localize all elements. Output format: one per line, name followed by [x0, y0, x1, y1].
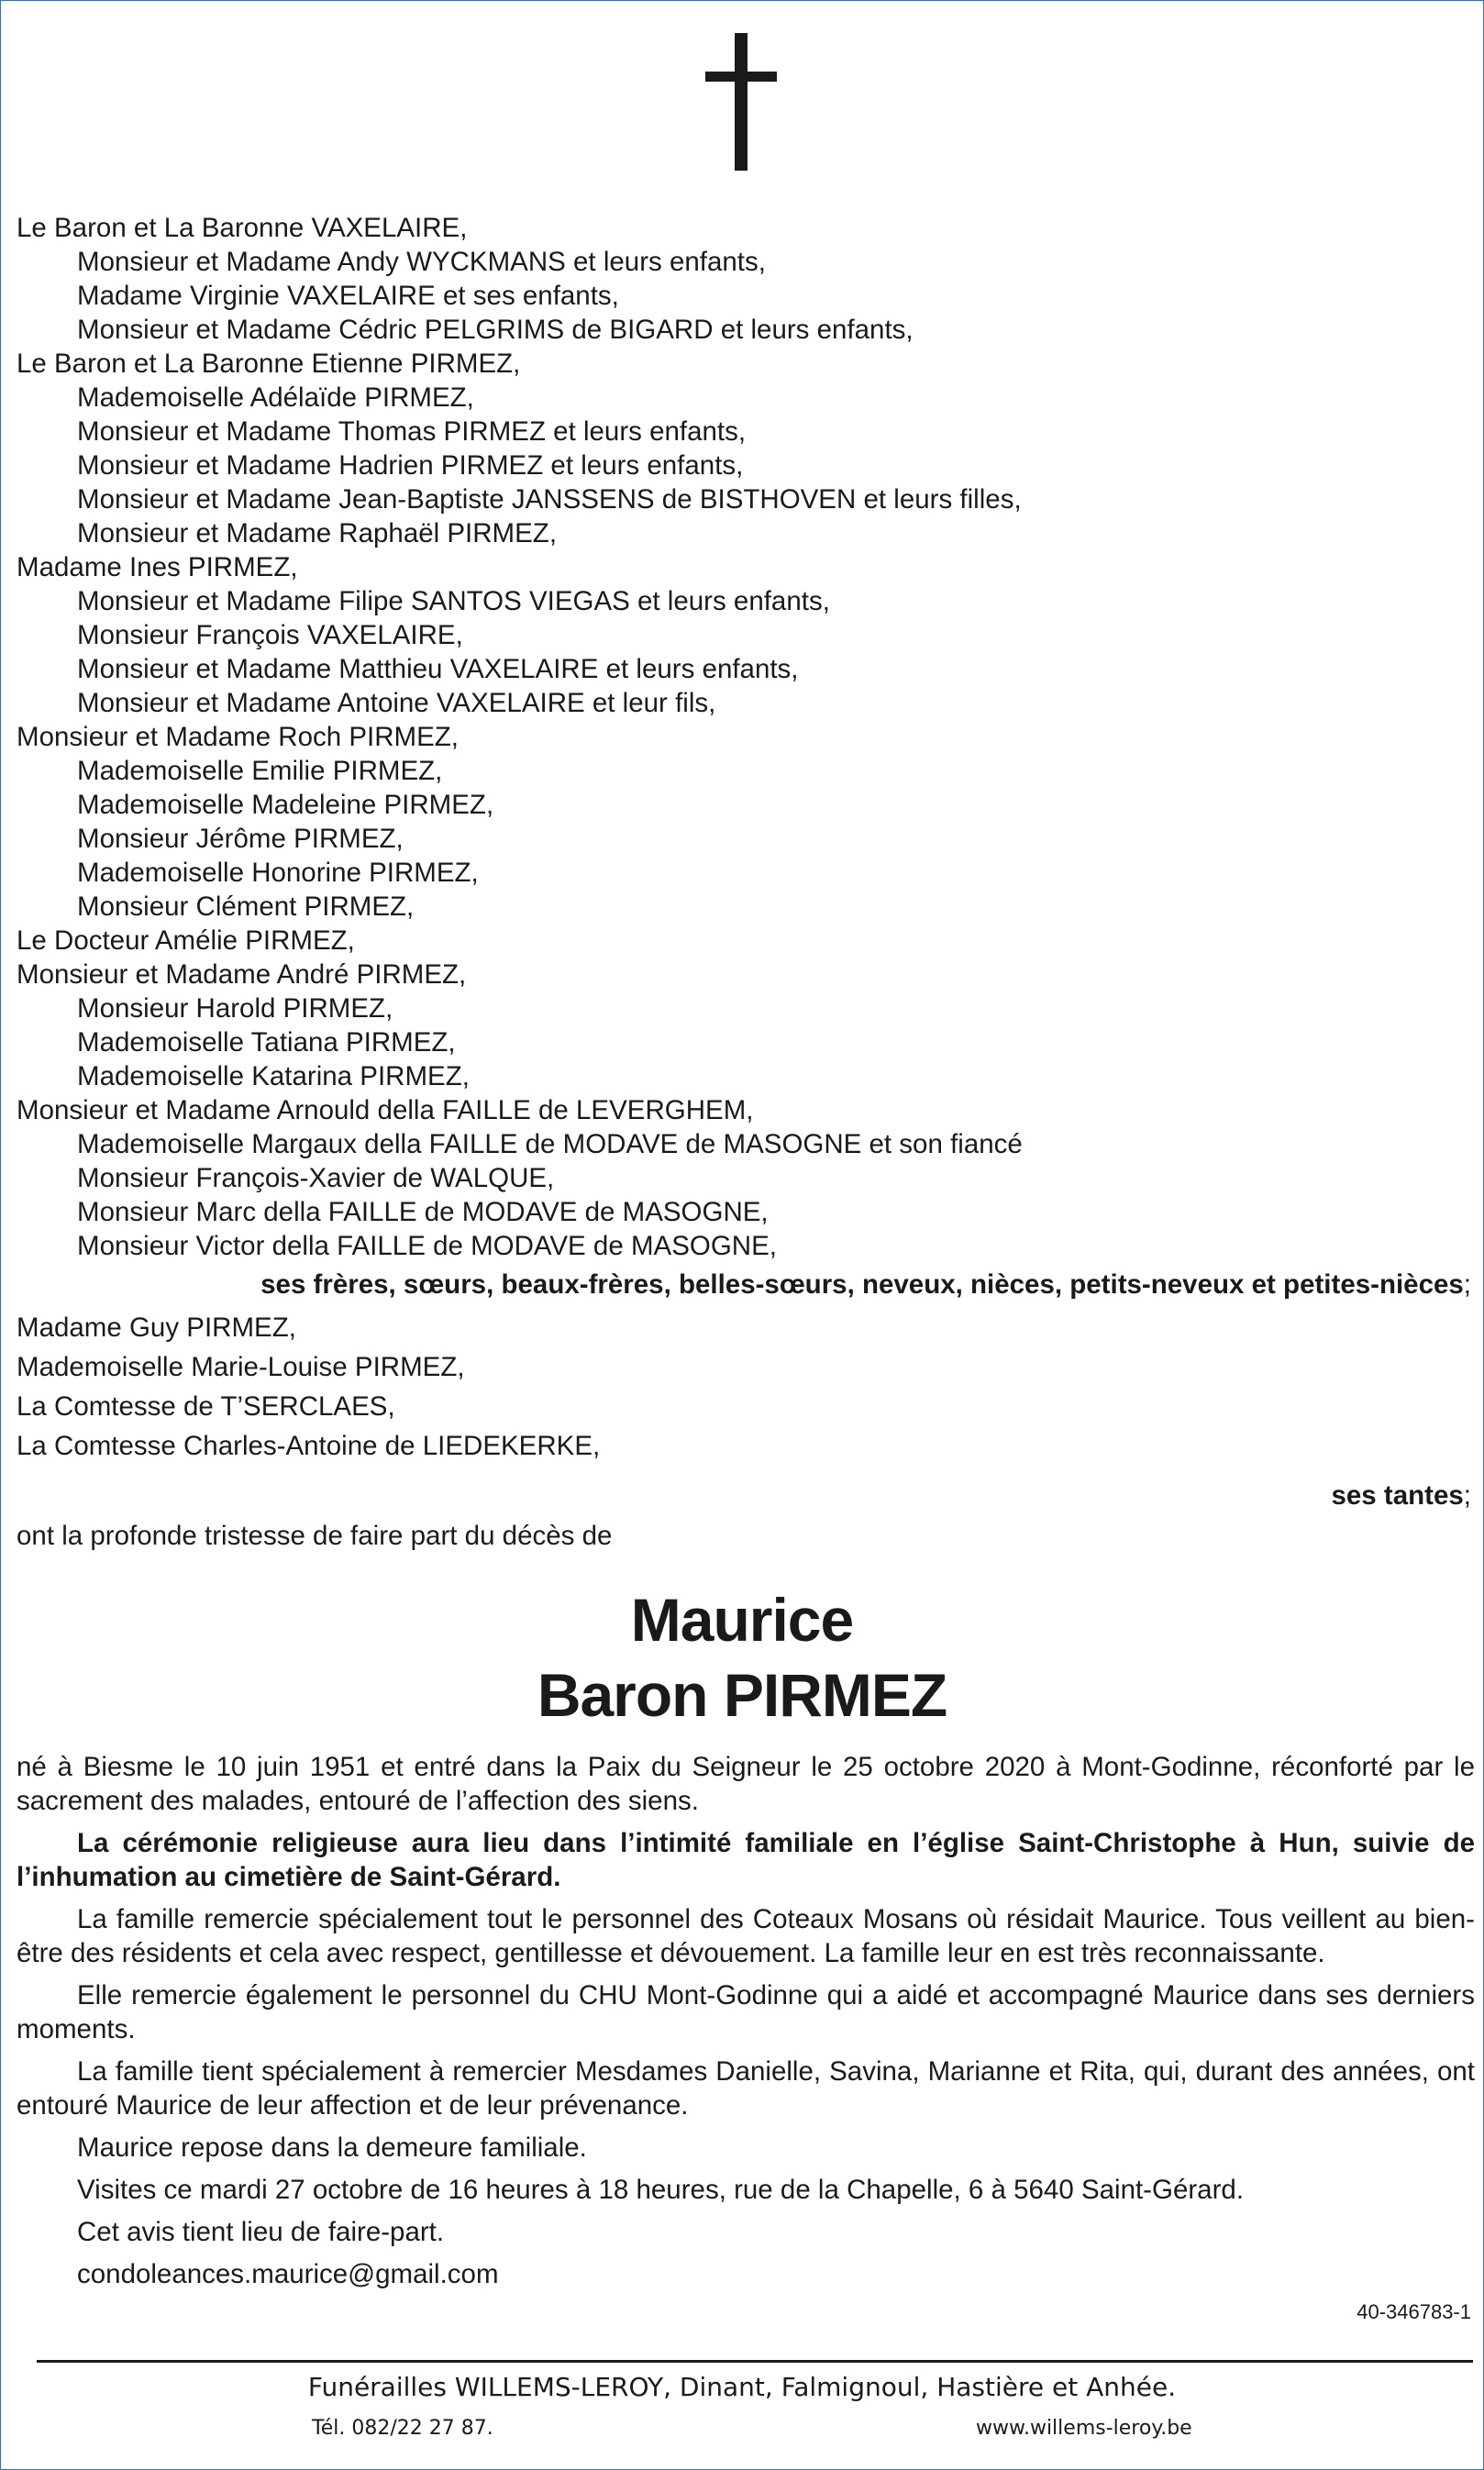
siblings-summary-text: ses frères, sœurs, beaux-frères, belles-sœurs, neveux, nièces, petits-neveux et petites-nièces	[260, 1269, 1464, 1300]
visits-paragraph: Visites ce mardi 27 octobre de 16 heures à 18 heures, rue de la Chapelle, 6 à 5640 Saint-Gérard.	[77, 2175, 1245, 2205]
aunts-summary	[17, 1480, 1471, 1512]
family-line: Monsieur et Madame Thomas PIRMEZ et leurs enfants,	[77, 416, 747, 447]
family-line: Le Baron et La Baronne VAXELAIRE,	[17, 213, 468, 243]
ceremony-paragraph: La cérémonie religieuse aura lieu dans l’intimité familiale en l’église Saint-Christophe à Hun, suivie de l’inhumation au cimetière de Saint-Gérard.	[17, 1828, 1475, 1892]
footer-divider	[37, 2360, 1473, 2363]
family-line: Monsieur et Madame Matthieu VAXELAIRE et leurs enfants,	[77, 654, 799, 684]
aunt-line: Madame Guy PIRMEZ,	[17, 1313, 296, 1343]
family-line: Monsieur François-Xavier de WALQUE,	[77, 1163, 555, 1193]
family-line: Monsieur Marc della FAILLE de MODAVE de MASOGNE,	[77, 1197, 769, 1227]
family-line: Monsieur François VAXELAIRE,	[77, 620, 463, 650]
deceased-title-name: Baron PIRMEZ	[537, 1661, 947, 1729]
aunt-line: Mademoiselle Marie-Louise PIRMEZ,	[17, 1352, 465, 1382]
funeral-home-phone: Tél. 082/22 27 87.	[312, 2417, 493, 2440]
family-line: Monsieur et Madame Raphaël PIRMEZ,	[77, 518, 558, 548]
family-line: Monsieur Harold PIRMEZ,	[77, 993, 393, 1024]
deceased-first-name: Maurice	[630, 1586, 854, 1654]
family-line: Mademoiselle Emilie PIRMEZ,	[77, 756, 443, 786]
thanks-chu-paragraph: Elle remercie également le personnel du CHU Mont-Godinne qui a aidé et accompagné Maurice dans ses derniers moments.	[17, 1980, 1475, 2044]
family-line: Mademoiselle Margaux della FAILLE de MODAVE de MASOGNE et son fiancé	[77, 1129, 1023, 1159]
notice-paragraph: Cet avis tient lieu de faire-part.	[77, 2217, 445, 2247]
family-line: Monsieur et Madame Hadrien PIRMEZ et leurs enfants,	[77, 450, 744, 481]
family-line: Monsieur et Madame Arnould della FAILLE de LEVERGHEM,	[17, 1095, 754, 1125]
thanks-ladies-paragraph: La famille tient spécialement à remercier Mesdames Danielle, Savina, Marianne et Rita, qui, durant des années, ont entouré Maurice de leur affection et de leur prévenance.	[17, 2056, 1475, 2121]
funeral-home-website[interactable]: www.willems-leroy.be	[976, 2417, 1192, 2440]
family-line: Mademoiselle Adélaïde PIRMEZ,	[77, 382, 474, 413]
aunts-list	[17, 1311, 1475, 1468]
reference-number: 40-346783-1	[1357, 2300, 1471, 2323]
aunt-line: La Comtesse Charles-Antoine de LIEDEKERKE,	[17, 1431, 601, 1461]
family-line: Monsieur et Madame Jean-Baptiste JANSSENS de BISTHOVEN et leurs filles,	[77, 484, 1022, 515]
family-line: Mademoiselle Madeleine PIRMEZ,	[77, 790, 494, 820]
family-line: Monsieur Clément PIRMEZ,	[77, 892, 415, 922]
family-line: Mademoiselle Tatiana PIRMEZ,	[77, 1027, 456, 1058]
family-line: Monsieur Jérôme PIRMEZ,	[77, 824, 404, 854]
family-list	[17, 211, 1475, 1263]
latin-cross-icon	[705, 33, 777, 171]
family-line: Monsieur et Madame André PIRMEZ,	[17, 959, 467, 990]
family-line: Monsieur et Madame Cédric PELGRIMS de BIGARD et leurs enfants,	[77, 315, 914, 345]
family-line: Le Docteur Amélie PIRMEZ,	[17, 925, 355, 956]
siblings-summary-punct: ;	[1463, 1269, 1471, 1300]
family-line: Madame Ines PIRMEZ,	[17, 552, 298, 582]
aunt-line: La Comtesse de T’SERCLAES,	[17, 1391, 395, 1422]
family-line: Le Baron et La Baronne Etienne PIRMEZ,	[17, 349, 521, 379]
siblings-summary	[17, 1269, 1471, 1301]
family-line: Mademoiselle Katarina PIRMEZ,	[77, 1061, 470, 1091]
aunts-summary-punct: ;	[1463, 1480, 1471, 1511]
family-line: Madame Virginie VAXELAIRE et ses enfants,	[77, 281, 619, 311]
family-line: Monsieur et Madame Antoine VAXELAIRE et leur fils,	[77, 688, 716, 718]
family-line: Mademoiselle Honorine PIRMEZ,	[77, 858, 479, 888]
aunts-summary-text: ses tantes	[1331, 1480, 1464, 1511]
funeral-home: Funérailles WILLEMS-LEROY, Dinant, Falmignoul, Hastière et Anhée.	[307, 2372, 1177, 2402]
family-line: Monsieur et Madame Andy WYCKMANS et leurs enfants,	[77, 247, 766, 277]
repose-paragraph: Maurice repose dans la demeure familiale.	[77, 2132, 587, 2163]
family-line: Monsieur Victor della FAILLE de MODAVE de MASOGNE,	[77, 1231, 777, 1261]
condolences-email[interactable]: condoleances.maurice@gmail.com	[77, 2259, 499, 2289]
birth-death-paragraph: né à Biesme le 10 juin 1951 et entré dans la Paix du Seigneur le 25 octobre 2020 à Mont-Godinne, réconforté par le sacrement des malades, entouré de l’affection des siens.	[17, 1752, 1475, 1816]
notice-body	[17, 1750, 1475, 2299]
family-line: Monsieur et Madame Roch PIRMEZ,	[17, 722, 459, 752]
family-line: Monsieur et Madame Filipe SANTOS VIEGAS et leurs enfants,	[77, 586, 830, 616]
thanks-coteaux-paragraph: La famille remercie spécialement tout le personnel des Coteaux Mosans où résidait Maurice. Tous veillent au bien-être des résidents et cela avec respect, gentillesse et dévouement. La famille leur en est très reconnaissante.	[17, 1904, 1475, 1968]
announcement-intro: ont la profonde tristesse de faire part du décès de	[17, 1521, 613, 1551]
